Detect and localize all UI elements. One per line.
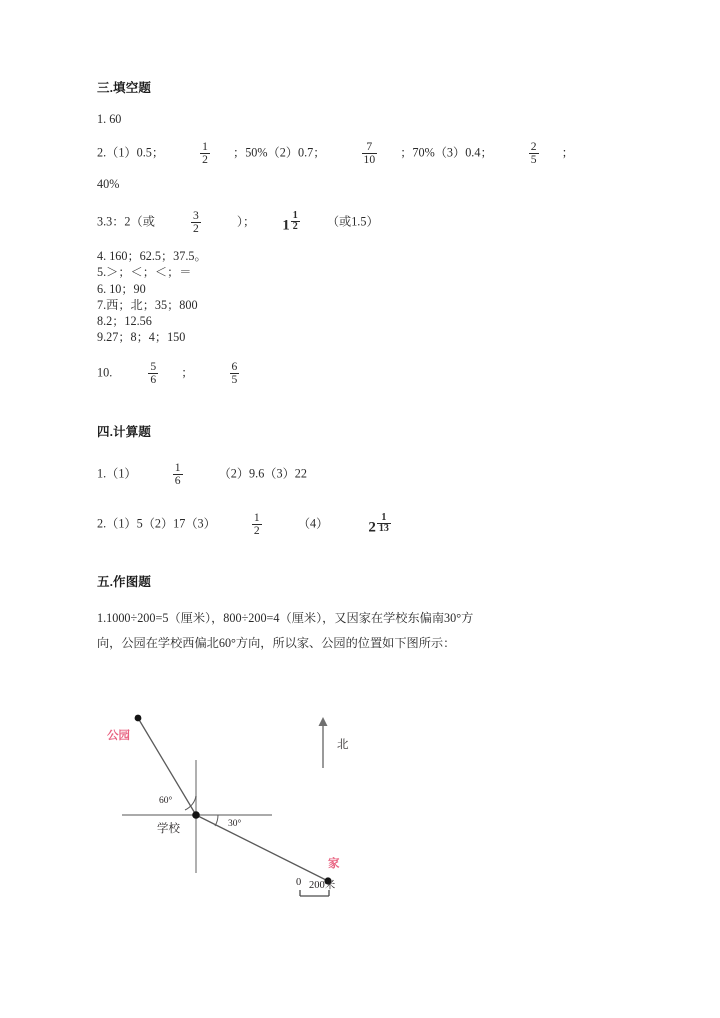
answer-content bbox=[97, 78, 637, 655]
answer-item-7: 7.西；北；35；800 bbox=[97, 297, 198, 312]
answer-item-1: 1. 60 bbox=[97, 112, 122, 126]
answer-10-label: 10. bbox=[97, 365, 113, 380]
north-arrow-head bbox=[319, 717, 328, 726]
fraction-one-half: $\frac{1}{2}$ bbox=[202, 140, 208, 167]
fraction-six-fifths: $\frac{6}{5}$ bbox=[231, 359, 238, 386]
fraction-one-sixth: $\frac{1}{6}$ bbox=[174, 460, 181, 487]
calc-1-seg-2: （2）9.6（3）22 bbox=[218, 466, 307, 481]
drawing-solution-line-1: 1.1000÷200=5（厘米），800÷200=4（厘米），又因家在学校东偏南30°方 bbox=[97, 611, 474, 626]
answer-item-2-continuation: 40% bbox=[97, 177, 120, 192]
diagram-angle-label-60: 60° bbox=[159, 796, 173, 806]
diagram-label-school: 学校 bbox=[157, 823, 180, 835]
answer-2-seg-2: ；50%（2）0.7； bbox=[233, 145, 326, 160]
mixed-number-two-and-one-thirteenth: 2 $\frac{1}{13}$ bbox=[368, 511, 389, 536]
fraction-two-fifths: $\frac{2}{5}$ bbox=[530, 140, 537, 167]
diagram-svg bbox=[97, 700, 387, 915]
angle-arc-30 bbox=[215, 815, 218, 826]
answer-3-seg-1: 3.3：2（或 bbox=[97, 214, 155, 229]
calc-2-seg-2: （4） bbox=[297, 516, 329, 531]
answer-item-9: 9.27；8；4；150 bbox=[97, 330, 186, 345]
diagram-label-north: 北 bbox=[337, 739, 349, 751]
scale-label-value: 200米 bbox=[309, 880, 336, 891]
diagram-angle-label-30: 30° bbox=[228, 819, 242, 829]
answer-item-10 bbox=[97, 361, 637, 386]
fraction-five-sixths: $\frac{5}{6}$ bbox=[150, 359, 157, 386]
mixed-fraction-part: $\frac{1}{2}$ bbox=[292, 209, 298, 233]
mixed-fraction-part: $\frac{1}{13}$ bbox=[378, 511, 389, 535]
mixed-number-one-and-half: 1 $\frac{1}{2}$ bbox=[282, 209, 298, 234]
point-school bbox=[192, 811, 200, 819]
direction-diagram bbox=[97, 700, 387, 915]
drawing-solution-line-2: 向，公园在学校西偏北60°方向，所以家、公园的位置如下图所示： bbox=[97, 635, 456, 650]
answer-item-6: 6. 10；90 bbox=[97, 281, 146, 296]
diagram-label-park: 公园 bbox=[107, 730, 130, 742]
fraction-seven-tenths: $\frac{7}{10}$ bbox=[363, 140, 376, 167]
scale-label-zero: 0 bbox=[296, 877, 302, 888]
point-park bbox=[135, 715, 142, 722]
calc-2-seg-1: 2.（1）5（2）17（3） bbox=[97, 516, 216, 531]
answer-item-8: 8.2；12.56 bbox=[97, 314, 152, 329]
calc-item-2 bbox=[97, 512, 637, 537]
answer-item-4: 4. 160；62.5；37.5。 bbox=[97, 249, 207, 264]
answer-item-3 bbox=[97, 210, 637, 235]
answer-2-seg-4: ； bbox=[561, 145, 574, 160]
calc-1-seg-1: 1.（1） bbox=[97, 466, 137, 481]
fraction-three-halves: $\frac{3}{2}$ bbox=[192, 208, 199, 235]
answer-2-seg-1: 2.（1）0.5； bbox=[97, 145, 165, 160]
section-heading-calculation: 四.计算题 bbox=[97, 424, 152, 439]
answer-10-sep: ； bbox=[181, 365, 194, 380]
calc-item-1 bbox=[97, 462, 637, 487]
answer-item-2 bbox=[97, 141, 637, 166]
section-heading-drawing: 五.作图题 bbox=[97, 575, 152, 590]
answer-item-5: 5.＞；＜；＜；＝ bbox=[97, 265, 192, 280]
answer-3-seg-3: （或1.5） bbox=[326, 214, 379, 229]
answer-3-seg-2: ）； bbox=[236, 214, 256, 229]
fraction-one-half-calc: $\frac{1}{2}$ bbox=[253, 510, 260, 537]
answer-2-seg-3: ；70%（3）0.4； bbox=[400, 145, 493, 160]
section-heading-fill-in-blank: 三.填空题 bbox=[97, 81, 152, 95]
diagram-label-home: 家 bbox=[328, 858, 340, 870]
